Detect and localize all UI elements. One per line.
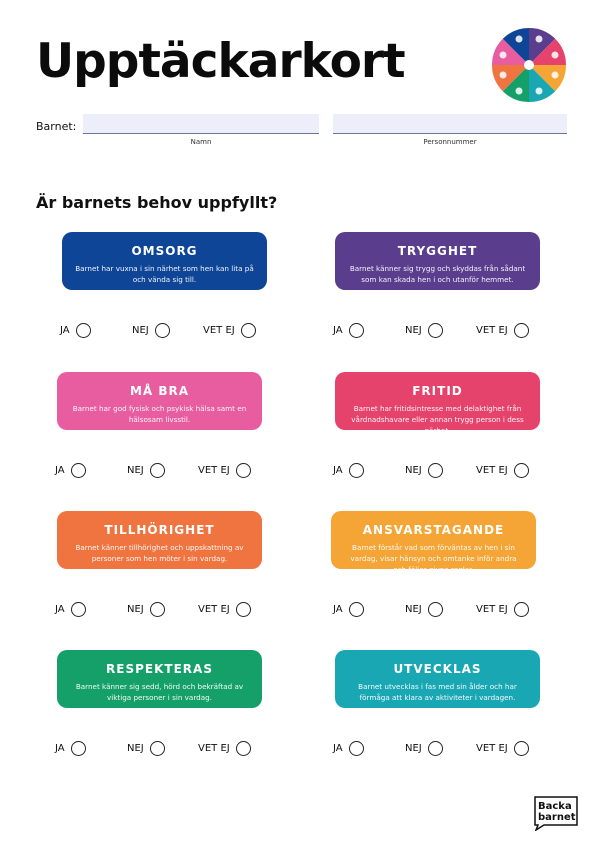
option-no[interactable] bbox=[132, 323, 170, 338]
need-card-4 bbox=[57, 511, 262, 569]
option-no[interactable] bbox=[405, 602, 443, 617]
radio-circle[interactable] bbox=[155, 323, 170, 338]
page-title: Upptäckarkort bbox=[36, 34, 405, 89]
radio-circle[interactable] bbox=[71, 602, 86, 617]
option-dont-know[interactable] bbox=[476, 323, 529, 338]
option-no[interactable] bbox=[127, 741, 165, 756]
need-card-5 bbox=[331, 511, 536, 574]
radio-circle[interactable] bbox=[514, 602, 529, 617]
need-card-7 bbox=[335, 650, 540, 708]
option-no[interactable] bbox=[127, 602, 165, 617]
option-label: JA bbox=[333, 325, 343, 336]
logo-line-2: barnet bbox=[538, 812, 576, 823]
card-title: OMSORG bbox=[131, 244, 198, 258]
option-label: JA bbox=[55, 604, 65, 615]
card-description: Barnet har fritidsintresse med delaktighet från vårdnadshavare eller annan trygg person i dess närhet. bbox=[351, 404, 524, 435]
radio-circle[interactable] bbox=[150, 463, 165, 478]
radio-circle[interactable] bbox=[428, 323, 443, 338]
need-card-1 bbox=[335, 232, 540, 290]
option-label: VET EJ bbox=[476, 325, 508, 336]
answer-options bbox=[55, 602, 265, 622]
radio-circle[interactable] bbox=[349, 463, 364, 478]
card-title: TRYGGHET bbox=[397, 244, 478, 258]
name-field[interactable] bbox=[83, 114, 319, 134]
needs-wheel-icon bbox=[491, 27, 567, 103]
need-card-0 bbox=[62, 232, 267, 290]
name-caption: Namn bbox=[190, 138, 212, 146]
radio-circle[interactable] bbox=[349, 741, 364, 756]
need-card-3 bbox=[335, 372, 540, 435]
radio-circle[interactable] bbox=[514, 463, 529, 478]
card-title: ANSVARSTAGANDE bbox=[362, 523, 505, 537]
option-no[interactable] bbox=[405, 741, 443, 756]
option-yes[interactable] bbox=[333, 323, 364, 338]
option-label: NEJ bbox=[127, 743, 144, 754]
option-label: NEJ bbox=[405, 465, 422, 476]
child-label: Barnet: bbox=[36, 120, 77, 133]
card-title: FRITID bbox=[412, 384, 463, 398]
option-yes[interactable] bbox=[55, 463, 86, 478]
option-label: NEJ bbox=[127, 465, 144, 476]
card-description: Barnet utvecklas i fas med sin ålder och har förmåga att klara av aktiviteter i vardagen. bbox=[358, 682, 517, 702]
option-label: VET EJ bbox=[198, 465, 230, 476]
radio-circle[interactable] bbox=[349, 323, 364, 338]
option-label: JA bbox=[55, 743, 65, 754]
option-label: VET EJ bbox=[198, 604, 230, 615]
card-description: Barnet känner tillhörighet och uppskattning av personer som hen möter i sin vardag. bbox=[75, 543, 244, 563]
card-description: Barnet har vuxna i sin närhet som hen kan lita på och vända sig till. bbox=[75, 264, 254, 284]
radio-circle[interactable] bbox=[241, 323, 256, 338]
radio-circle[interactable] bbox=[349, 602, 364, 617]
answer-options bbox=[333, 602, 543, 622]
option-dont-know[interactable] bbox=[198, 741, 251, 756]
logo-line-1: Backa bbox=[538, 801, 572, 812]
option-label: VET EJ bbox=[476, 743, 508, 754]
option-label: NEJ bbox=[132, 325, 149, 336]
option-label: VET EJ bbox=[198, 743, 230, 754]
personal-number-field[interactable] bbox=[333, 114, 567, 134]
option-label: VET EJ bbox=[476, 465, 508, 476]
option-label: JA bbox=[333, 465, 343, 476]
option-dont-know[interactable] bbox=[198, 602, 251, 617]
option-dont-know[interactable] bbox=[476, 602, 529, 617]
option-no[interactable] bbox=[405, 463, 443, 478]
option-label: NEJ bbox=[405, 743, 422, 754]
option-label: JA bbox=[333, 743, 343, 754]
card-description: Barnet känner sig trygg och skyddas från sådant som kan skada hen i och utanför hemmet. bbox=[349, 264, 526, 284]
option-yes[interactable] bbox=[333, 741, 364, 756]
radio-circle[interactable] bbox=[150, 602, 165, 617]
radio-circle[interactable] bbox=[150, 741, 165, 756]
need-card-2 bbox=[57, 372, 262, 430]
radio-circle[interactable] bbox=[236, 602, 251, 617]
option-label: NEJ bbox=[127, 604, 144, 615]
option-label: JA bbox=[60, 325, 70, 336]
card-title: UTVECKLAS bbox=[393, 662, 482, 676]
option-yes[interactable] bbox=[55, 741, 86, 756]
option-yes[interactable] bbox=[55, 602, 86, 617]
option-dont-know[interactable] bbox=[476, 463, 529, 478]
answer-options bbox=[333, 741, 543, 761]
option-dont-know[interactable] bbox=[198, 463, 251, 478]
answer-options bbox=[55, 463, 265, 483]
option-yes[interactable] bbox=[333, 463, 364, 478]
option-dont-know[interactable] bbox=[476, 741, 529, 756]
answer-options bbox=[333, 323, 543, 343]
card-description: Barnet förstår vad som förväntas av hen i sin vardag, visar hänsyn och omtanke inför andra och följer givna regler. bbox=[350, 543, 517, 574]
option-label: JA bbox=[333, 604, 343, 615]
radio-circle[interactable] bbox=[236, 463, 251, 478]
card-title: MÅ BRA bbox=[129, 384, 190, 398]
answer-options bbox=[60, 323, 270, 343]
radio-circle[interactable] bbox=[428, 602, 443, 617]
radio-circle[interactable] bbox=[71, 463, 86, 478]
card-description: Barnet känner sig sedd, hörd och bekräftad av viktiga personer i sin vardag. bbox=[75, 682, 244, 702]
option-label: NEJ bbox=[405, 325, 422, 336]
radio-circle[interactable] bbox=[514, 741, 529, 756]
option-no[interactable] bbox=[127, 463, 165, 478]
option-no[interactable] bbox=[405, 323, 443, 338]
need-card-6 bbox=[57, 650, 262, 708]
option-label: NEJ bbox=[405, 604, 422, 615]
radio-circle[interactable] bbox=[428, 741, 443, 756]
answer-options bbox=[55, 741, 265, 761]
backa-barnet-logo bbox=[532, 795, 580, 831]
option-label: JA bbox=[55, 465, 65, 476]
option-label: VET EJ bbox=[476, 604, 508, 615]
radio-circle[interactable] bbox=[71, 741, 86, 756]
card-title: TILLHÖRIGHET bbox=[104, 523, 215, 537]
radio-circle[interactable] bbox=[514, 323, 529, 338]
option-dont-know[interactable] bbox=[203, 323, 256, 338]
personal-number-caption: Personnummer bbox=[423, 138, 477, 146]
radio-circle[interactable] bbox=[428, 463, 443, 478]
card-title: RESPEKTERAS bbox=[106, 662, 213, 676]
question-heading: Är barnets behov uppfyllt? bbox=[36, 193, 278, 212]
radio-circle[interactable] bbox=[76, 323, 91, 338]
option-yes[interactable] bbox=[333, 602, 364, 617]
option-yes[interactable] bbox=[60, 323, 91, 338]
answer-options bbox=[333, 463, 543, 483]
card-description: Barnet har god fysisk och psykisk hälsa samt en hälsosam livsstil. bbox=[72, 404, 247, 424]
radio-circle[interactable] bbox=[236, 741, 251, 756]
option-label: VET EJ bbox=[203, 325, 235, 336]
